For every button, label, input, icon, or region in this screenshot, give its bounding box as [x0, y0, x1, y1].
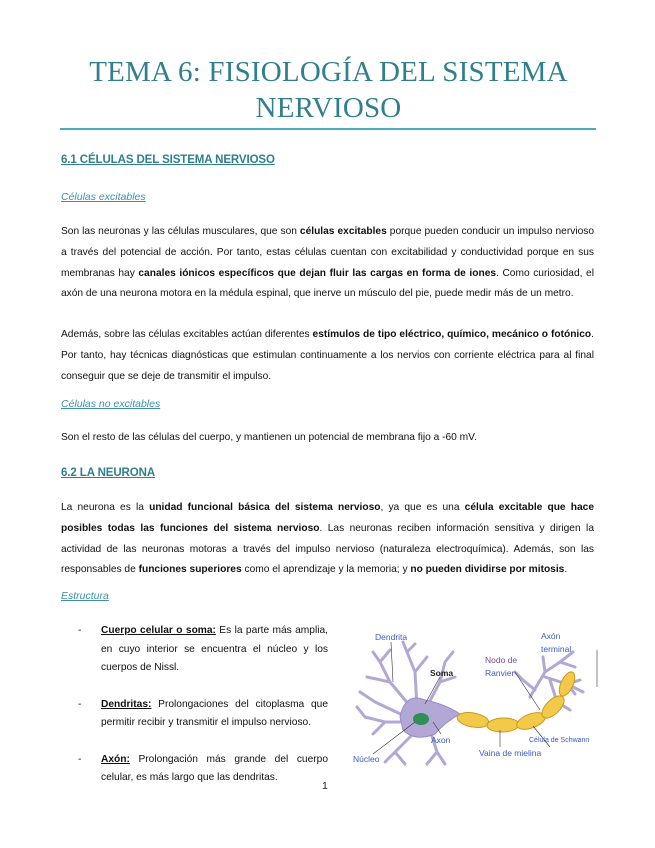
definition-soma: Es la parte más amplia, en cuyo interior se encuentra el núcleo y los cuerpos de Nissl.: [101, 625, 328, 673]
paragraph-neuron: [61, 498, 594, 581]
list-item-soma: [78, 622, 328, 678]
subheading-non-excitable-cells: Células no excitables: [61, 398, 161, 410]
text: . Por tanto, hay técnicas diagnósticas que estimulan continuamente a los nervios con corriente eléctrica para al final conseguir que se deje de transmitir el impulso.: [61, 329, 594, 382]
neuron-illustration: [345, 622, 605, 772]
list-dash: -: [78, 698, 82, 710]
text: Son las neuronas y las células musculares, que son: [61, 226, 300, 237]
text: como el aprendizaje y la memoria; y: [241, 564, 411, 576]
page-title: [62, 54, 595, 126]
bold-text: células excitables: [299, 226, 387, 237]
text: . Como curiosidad, el axón de una neurona motora en la médula espinal, que inerve un músculo del pie, puede medir más de un metro.: [61, 267, 594, 300]
list-item-axon: [78, 751, 328, 788]
text: . Las neuronas reciben información sensitiva y dirigen la actividad de las neuronas motoras a través del impulso nervioso (naturaleza electroquímica). Además, son las responsables de: [61, 522, 594, 576]
bold-text: canales iónicos específicos que dejan fluir las cargas en forma de iones: [138, 267, 497, 279]
term-dendrites: Dendritas:: [101, 698, 152, 710]
neuron-diagram: [345, 622, 605, 772]
label-nodo-de: Nodo de: [485, 655, 518, 665]
label-dendrita: Dendrita: [375, 632, 408, 642]
text: , ya que es una: [380, 502, 465, 513]
definition-dendrites: Prolongaciones del citoplasma que permitir recibir y transmitir el impulso nervioso.: [101, 698, 328, 728]
structure-list: [78, 622, 328, 788]
text: La neurona es la: [61, 502, 150, 513]
paragraph-stimuli: [61, 325, 594, 387]
label-axon: Axon: [431, 735, 451, 745]
label-mielina: Vaina de mielina: [479, 748, 542, 758]
list-dash: -: [78, 753, 82, 765]
page-number: 1: [322, 780, 328, 792]
page-title-line2: NERVIOSO: [255, 92, 402, 124]
myelin-sheath: [456, 670, 578, 733]
bold-text: no pueden dividirse por mitosis: [410, 564, 565, 576]
subheading-excitable-cells: Células excitables: [61, 191, 146, 203]
label-axon-terminal-2: terminal: [541, 644, 572, 654]
soma-shape: [400, 698, 460, 737]
bold-text: célula excitable que hace posibles todas las funciones del sistema nervioso: [61, 502, 594, 534]
label-axon-terminal-1: Axón: [541, 631, 561, 641]
definition-axon: Prolongación más grande del cuerpo celular, es más largo que las dendritas.: [101, 753, 328, 783]
nucleus-shape: [413, 713, 429, 725]
section-heading-neuron: 6.2 LA NEURONA: [61, 467, 156, 479]
text: .: [564, 564, 568, 576]
term-axon: Axón:: [101, 753, 130, 765]
label-ranvier: Ranvier: [485, 668, 515, 678]
bold-text: estímulos de tipo eléctrico, químico, mecánico o fotónico: [312, 329, 592, 340]
title-divider: [60, 128, 596, 130]
list-item-dendrites: [78, 696, 328, 733]
text: Además, sobre las células excitables actúan diferentes: [61, 329, 313, 340]
bold-text: funciones superiores: [138, 564, 242, 576]
page-title-line1: TEMA 6: FISIOLOGÍA DEL SISTEMA: [89, 56, 568, 88]
paragraph-non-excitable: Son el resto de las células del cuerpo, y mantienen un potencial de membrana fijo a -60 mV.: [61, 432, 477, 443]
subheading-structure: Estructura: [61, 590, 109, 602]
label-schwann: Célula de Schwann: [529, 737, 590, 744]
list-dash: -: [78, 625, 82, 636]
label-nucleo: Núcleo: [353, 754, 380, 764]
paragraph-excitable-cells: [61, 222, 594, 305]
bold-text: unidad funcional básica del sistema nervioso: [149, 502, 381, 513]
text: porque pueden conducir un impulso nervioso a través del potencial de acción. Por tanto, estas células cuentan con excitabilidad y conductividad porque en sus membranas hay: [61, 226, 595, 279]
label-soma: Soma: [430, 668, 454, 678]
section-heading-cells: 6.1 CÉLULAS DEL SISTEMA NERVIOSO: [61, 154, 275, 166]
term-soma: Cuerpo celular o soma:: [101, 625, 216, 636]
